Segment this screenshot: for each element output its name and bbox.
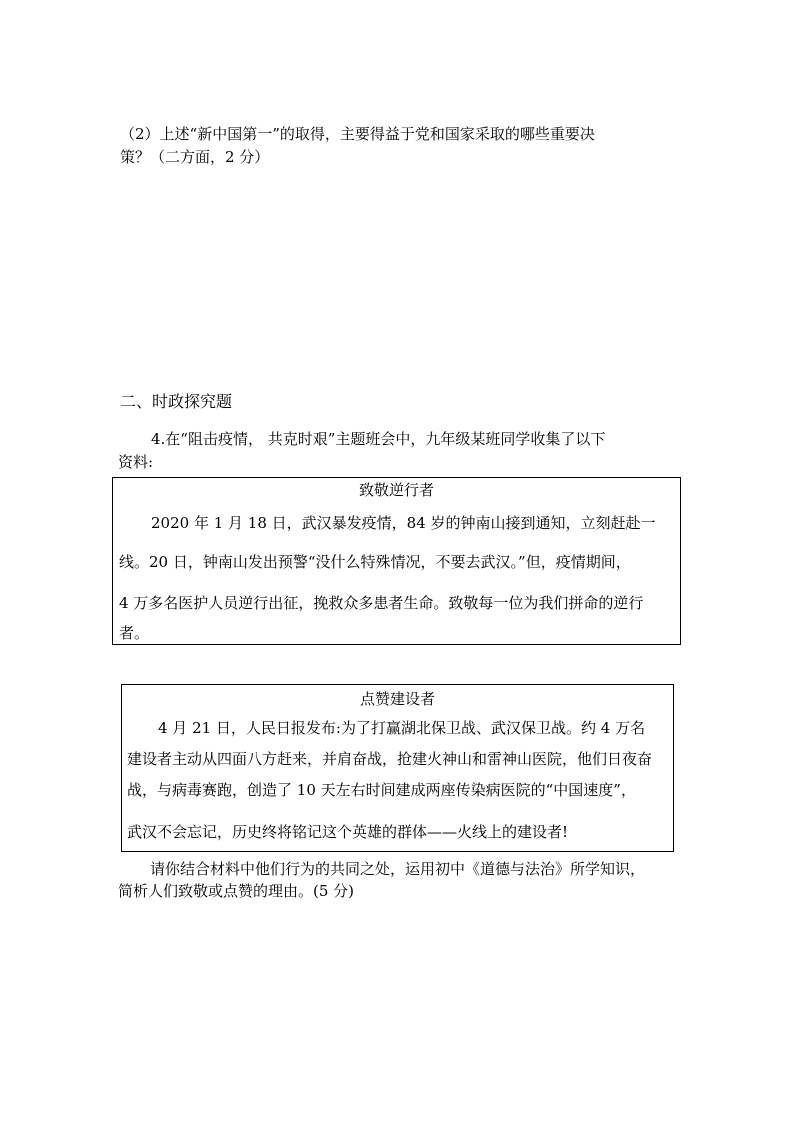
q4-intro-line-1: 4.在“阻击疫情， 共克时艰”主题班会中，九年级某班同学收集了以下: [151, 430, 606, 448]
q2-line-1: （2）上述“新中国第一”的取得，主要得益于党和国家采取的哪些重要决: [120, 125, 595, 143]
box-line-3: 4 万多名医护人员逆行出征，挽救众多患者生命。致敬每一位为我们拼命的逆行: [119, 594, 644, 612]
material-box-praise: [121, 684, 674, 852]
material-box-salute: [112, 477, 681, 645]
box-line-1: 2020 年 1 月 18 日，武汉暴发疫情，84 岁的钟南山接到通知，立刻赶赴一: [151, 514, 656, 532]
box-line-4: 者。: [119, 624, 150, 642]
box-line-1: 4 月 21 日，人民日报发布:为了打赢湖北保卫战、武汉保卫战。约 4 万名: [158, 719, 646, 737]
prompt-line-1: 请你结合材料中他们行为的共同之处，运用初中《道德与法治》所学知识，: [150, 860, 646, 878]
box-line-2: 线。20 日，钟南山发出预警“没什么特殊情况，不要去武汉。”但，疫情期间，: [119, 553, 631, 571]
prompt-line-2: 简析人们致敬或点赞的理由。(5 分): [118, 882, 355, 900]
section-heading: 二、时政探究题: [120, 392, 233, 411]
q4-intro-line-2: 资料:: [118, 453, 154, 471]
q2-line-2: 策？（二方面，2 分）: [120, 148, 270, 166]
box-title: 致敬逆行者: [358, 481, 434, 499]
box-line-3: 战，与病毒赛跑，创造了 10 天左右时间建成两座传染病医院的“中国速度”，: [127, 781, 636, 799]
box-title: 点赞建设者: [359, 690, 435, 708]
box-line-4: 武汉不会忘记，历史终将铭记这个英雄的群体——火线上的建设者!: [127, 823, 569, 841]
box-line-2: 建设者主动从四面八方赶来，并肩奋战，抢建火神山和雷神山医院，他们日夜奋: [127, 750, 653, 768]
